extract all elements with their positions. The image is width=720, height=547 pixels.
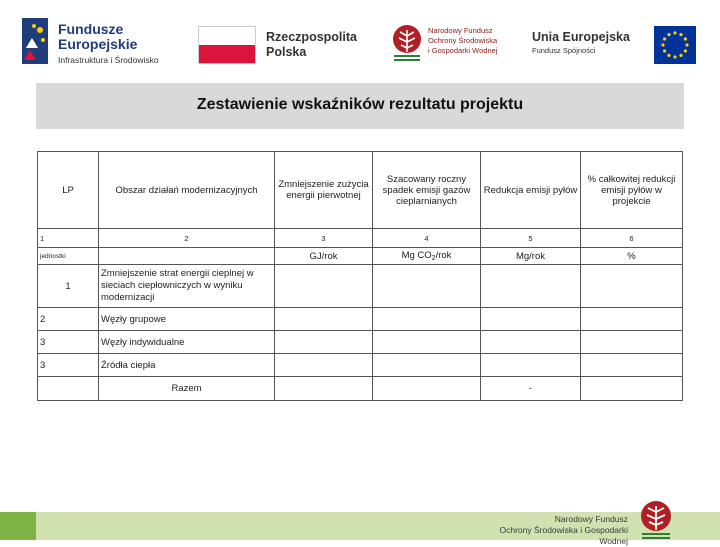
- col-number: 5: [481, 229, 581, 248]
- col-number: 3: [275, 229, 373, 248]
- page-title: Zestawienie wskaźników rezultatu projektu: [196, 96, 524, 113]
- unit-energy: GJ/rok: [275, 248, 373, 265]
- unit-ghg: Mg $CO_2$/rok: [373, 248, 481, 265]
- rp-line1: Rzeczpospolita: [266, 30, 357, 44]
- row-cell: [373, 331, 481, 354]
- row-cell: [581, 354, 683, 377]
- table-row: [38, 354, 683, 377]
- nfosigw-tree-icon: [390, 24, 424, 64]
- rzeczpospolita-polska-logo: [198, 26, 378, 66]
- row-cell: [581, 308, 683, 331]
- total-empty: [38, 377, 99, 401]
- fundusze-europejskie-logo: [22, 18, 182, 70]
- nf-line2: Ochrony Środowiska: [428, 36, 498, 45]
- ue-line2: Fundusz Spójności: [532, 46, 596, 55]
- column-numbers-row: [38, 229, 683, 248]
- col-number: 1: [38, 229, 99, 248]
- table-row: [38, 331, 683, 354]
- ue-line1: Unia Europejska: [532, 30, 630, 44]
- row-cell: [481, 354, 581, 377]
- row-cell: [481, 331, 581, 354]
- footer-line1: Narodowy Fundusz: [554, 514, 628, 524]
- row-obszar: Węzły indywidualne: [99, 331, 275, 354]
- fe-line1: Fundusze: [58, 21, 124, 37]
- fe-line3: Infrastruktura i Środowisko: [58, 55, 159, 65]
- row-cell: [275, 308, 373, 331]
- row-lp: 3: [38, 331, 99, 354]
- header-row: [38, 152, 683, 229]
- indicators-table: [37, 151, 683, 401]
- row-cell: [275, 265, 373, 308]
- header-obszar: Obszar działań modernizacyjnych: [99, 152, 275, 229]
- col-number: 4: [373, 229, 481, 248]
- units-row: [38, 248, 683, 265]
- row-cell: [481, 308, 581, 331]
- title-band: [36, 83, 684, 129]
- total-label: Razem: [99, 377, 275, 401]
- row-cell: [275, 354, 373, 377]
- nf-line3: i Gospodarki Wodnej: [428, 46, 498, 55]
- total-cell: [373, 377, 481, 401]
- total-cell: [275, 377, 373, 401]
- total-dust: -: [481, 377, 581, 401]
- row-cell: [581, 331, 683, 354]
- units-label: jednostki: [38, 248, 99, 265]
- row-cell: [373, 354, 481, 377]
- units-empty: [99, 248, 275, 265]
- polish-flag-icon: [198, 26, 256, 64]
- table-row: [38, 308, 683, 331]
- row-obszar: Zmniejszenie strat energii cieplnej w sieciach ciepłowniczych w wyniku modernizacji: [99, 265, 275, 308]
- row-lp: 2: [38, 308, 99, 331]
- row-obszar: Źródła ciepła: [99, 354, 275, 377]
- row-cell: [275, 331, 373, 354]
- table-row: [38, 265, 683, 308]
- row-lp: 1: [38, 265, 99, 308]
- header-dust-pct: % całkowitej redukcji emisji pyłów w projekcie: [581, 152, 683, 229]
- header-dust: Redukcja emisji pyłów: [481, 152, 581, 229]
- unit-dust: Mg/rok: [481, 248, 581, 265]
- row-cell: [373, 265, 481, 308]
- col-number: 6: [581, 229, 683, 248]
- footer-tree-icon: [634, 500, 678, 540]
- eu-flag-icon: [654, 26, 696, 64]
- header-lp: LP: [38, 152, 99, 229]
- header-energy: Zmniejszenie zużycia energii pierwotnej: [275, 152, 373, 229]
- nfosigw-logo: [390, 24, 515, 68]
- footer-line2: Ochrony Środowiska i Gospodarki Wodnej: [499, 525, 628, 546]
- fe-stars-flag-icon: [22, 18, 48, 64]
- row-lp: 3: [38, 354, 99, 377]
- footer-strip: [0, 512, 36, 540]
- footer-nfosigw-logo: [488, 500, 688, 546]
- header-ghg: Szacowany roczny spadek emisji gazów cieplarnianych: [373, 152, 481, 229]
- unit-dust-pct: %: [581, 248, 683, 265]
- row-cell: [481, 265, 581, 308]
- row-obszar: Węzły grupowe: [99, 308, 275, 331]
- row-cell: [581, 265, 683, 308]
- total-row: [38, 377, 683, 401]
- rp-line2: Polska: [266, 45, 307, 59]
- row-cell: [373, 308, 481, 331]
- col-number: 2: [99, 229, 275, 248]
- fe-line2: Europejskie: [58, 36, 138, 52]
- total-cell: [581, 377, 683, 401]
- unia-europejska-logo: [532, 26, 702, 66]
- nf-line1: Narodowy Fundusz: [428, 26, 493, 35]
